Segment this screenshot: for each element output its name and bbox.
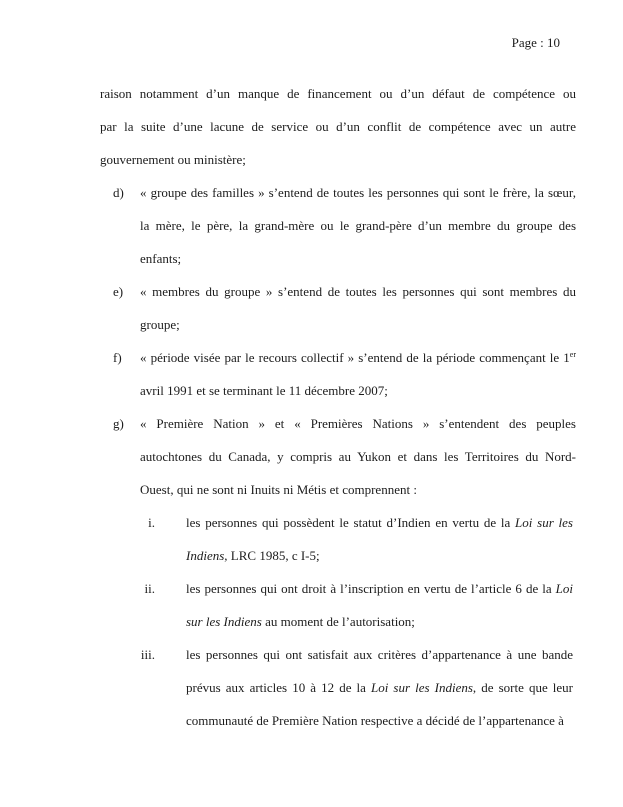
- list-item-d: [113, 176, 576, 275]
- sub-marker-ii: ii.: [144, 581, 155, 596]
- italic-run: Loi sur les Indiens: [371, 680, 473, 695]
- sub-marker-i: i.: [148, 515, 155, 530]
- text-line: communauté de Première Nation respective a décidé de l’appartenance à: [186, 713, 564, 728]
- italic-run: sur les Indiens: [186, 614, 262, 629]
- list-item-e: [113, 275, 576, 341]
- list-item-f: [113, 341, 576, 407]
- text-line: « groupe des familles » s’entend de toutes les personnes qui sont le frère, la sœur,: [140, 185, 576, 200]
- text-line: « Première Nation » et « Premières Nations » s’entendent des peuples: [140, 416, 576, 431]
- text-line: par la suite d’une lacune de service ou d’un conflit de compétence avec un autre: [100, 119, 576, 134]
- page-number: Page : 10: [511, 35, 560, 50]
- sub-item-iii: [140, 638, 574, 737]
- text-line: enfants;: [140, 251, 182, 266]
- text-run: les personnes qui possèdent le statut d’Indien en vertu de la: [186, 515, 516, 530]
- document-body: [0, 77, 623, 737]
- text-line: gouvernement ou ministère;: [100, 152, 246, 167]
- text-line: Ouest, qui ne sont ni Inuits ni Métis et comprennent :: [140, 482, 417, 497]
- italic-run: Loi sur les: [515, 515, 573, 530]
- text-line: la mère, le père, la grand-mère ou le grand-père d’un membre du groupe des: [140, 218, 576, 233]
- text-run: prévus aux articles 10 à 12 de la: [186, 680, 372, 695]
- sub-item-i: [148, 506, 573, 572]
- sub-item-ii: [144, 572, 573, 638]
- paragraph-continuation: [100, 77, 576, 176]
- text-line: les personnes qui ont satisfait aux critères d’appartenance à une bande: [186, 647, 573, 662]
- list-marker-g: g): [113, 416, 124, 431]
- text-run: les personnes qui ont droit à l’inscription en vertu de l’article 6 de la: [186, 581, 556, 596]
- text-line: avril 1991 et se terminant le 11 décembre 2007;: [140, 383, 388, 398]
- text-line: groupe;: [140, 317, 180, 332]
- text-line: « membres du groupe » s’entend de toutes les personnes qui sont membres du: [140, 284, 576, 299]
- text-run: au moment de l’autorisation;: [261, 614, 415, 629]
- italic-run: Loi: [555, 581, 573, 596]
- text-line: autochtones du Canada, y compris au Yukon et dans les Territoires du Nord-: [140, 449, 576, 464]
- text-run: , LRC 1985, c I-5;: [224, 548, 320, 563]
- sub-marker-iii: iii.: [140, 647, 155, 662]
- list-marker-d: d): [113, 185, 124, 200]
- text-line: [186, 671, 573, 704]
- text-run: , de sorte que leur: [472, 680, 574, 695]
- text-line: raison notamment d’un manque de financement ou d’un défaut de compétence ou: [100, 86, 576, 101]
- list-item-g: [113, 407, 576, 506]
- superscript-run: er: [569, 350, 576, 359]
- text-run: « période visée par le recours collectif » s’entend de la période commençant le 1: [140, 350, 570, 365]
- text-line: [186, 605, 573, 638]
- text-line: [186, 539, 573, 572]
- text-line: [186, 506, 573, 539]
- text-line: [140, 341, 576, 374]
- text-line: [186, 572, 573, 605]
- list-marker-f: f): [113, 350, 122, 365]
- italic-run: Indiens: [186, 548, 225, 563]
- list-marker-e: e): [113, 284, 124, 299]
